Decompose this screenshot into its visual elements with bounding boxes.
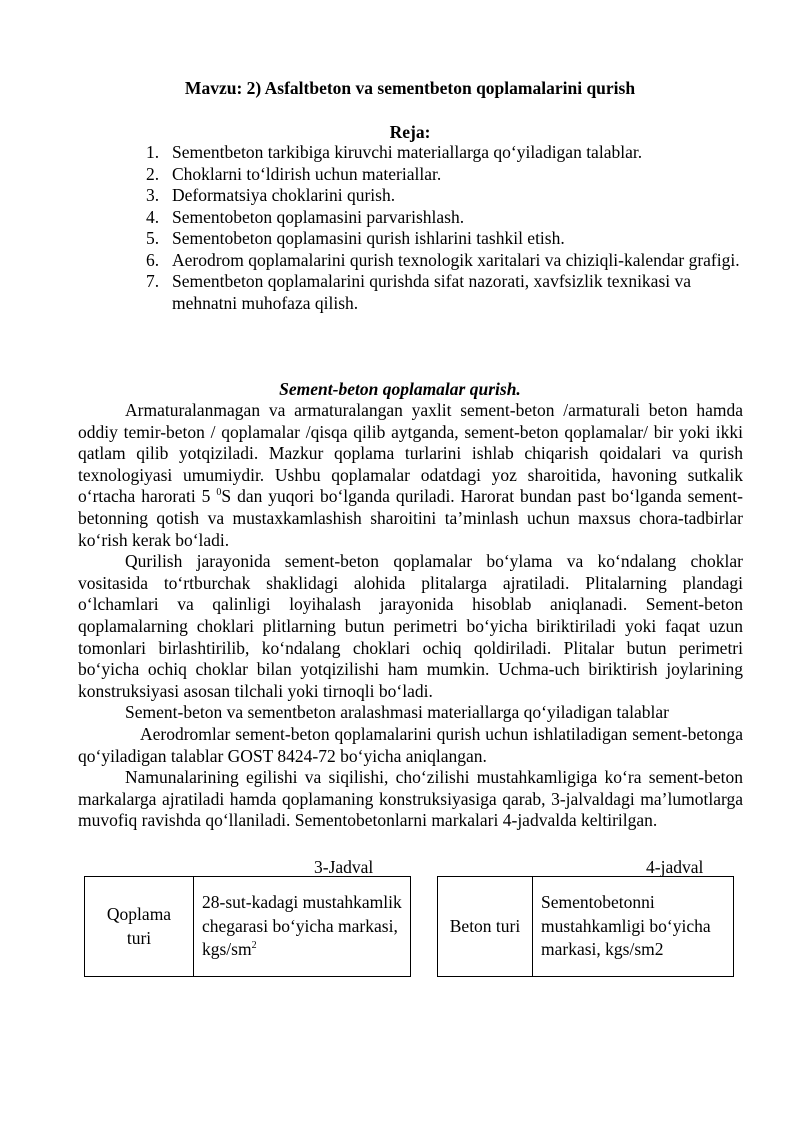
plan-item-text: Deformatsiya choklarini qurish. [172, 185, 396, 205]
section-body [78, 400, 743, 832]
plan-item-number: 4. [146, 206, 160, 227]
plan-item-text: Sementbeton qoplamalarini qurishda sifat nazorati, xavfsizlik texnikasi va mehnatni muhofaza qilish. [172, 271, 692, 313]
paragraph-1-text-a: Armaturalanmagan va armaturalangan yaxlit sement-beton /armaturali beton hamda oddiy temir-beton / qoplamalar /qisqa qilib aytganda, sement-beton qoplamalar/ bir yoki ikki qatlam qilib yotqiziladi. Mazkur qoplama turlarini ishlab chiqarish qoidalari va qurish texnologiyasi umumiydir. Ushbu qoplamalar odatdagi yoz sharoitida, havoning sutkalik o‘rtacha harorati 5 [78, 400, 743, 507]
paragraph-3: Sement-beton va sementbeton aralashmasi materiallarga qo‘yiladigan talablar [125, 702, 669, 723]
plan-list [146, 142, 746, 314]
paragraph-4: Aerodromlar sement-beton qoplamalarini qurish uchun ishlatiladigan sement-betonga qo‘yiladigan talablar GOST 8424-72 bo‘yicha aniqlangan. [78, 723, 743, 766]
paragraph-1 [78, 400, 743, 551]
paragraph-2: Qurilish jarayonida sement-beton qoplamalar bo‘ylama va ko‘ndalang choklar vositasida to‘rtburchak shaklidagi alohida plitalarga ajratiladi. Plitalarning plandagi o‘lchamlari va qalinligi loyihalash jarayonida hisoblab aniqlanadi. Sement-beton qoplamalarning choklari plitlarning butun perimetri bo‘yicha biriktiriladi yoki faqat uzun tomonlari birlashtirilib, ko‘ndalang choklari ochiq qoldiriladi. Plitalar butun perimetri bo‘yicha ochiq choklar bilan yotqizilishi ham mumkin. Uchma-uch biriktirish joylarining konstruksiyasi asosan tilchali yoki tirnoqli bo‘ladi. [78, 551, 743, 701]
plan-item-number: 3. [146, 185, 160, 205]
degree-superscript: 0 [216, 487, 222, 499]
plan-item-text: Aerodrom qoplamalarini qurish texnologik xaritalari va chiziqli-kalendar grafigi. [172, 249, 740, 270]
plan-item [146, 207, 746, 229]
plan-item [146, 142, 746, 164]
plan-item-text: Choklarni to‘ldirish uchun materiallar. [172, 163, 442, 184]
plan-item-number: 1. [146, 142, 160, 162]
plan-heading: Reja: [389, 122, 431, 142]
table-3-header-type: Qoplama turi [85, 877, 194, 977]
paragraph-1-text-b: S dan yuqori bo‘lganda quriladi. Harorat bundan past bo‘lganda sement-betonning qotish va mustaxkamlashish sharoitini ta’minlash uchun maxsus chora-tadbirlar ko‘rish kerak bo‘ladi. [78, 486, 743, 550]
plan-item [146, 250, 746, 272]
paragraph-5: Namunalarining egilishi va siqilishi, cho‘zilishi mustahkamligiga ko‘ra sement-beton markalarga ajratiladi hamda qoplamaning konstruksiyasiga qarab, 3-jalvaldagi ma’lumotlarga muvofiq ravishda qo‘llaniladi. Sementobetonlarni markalari 4-jadvalda keltirilgan. [78, 767, 743, 831]
table-row [438, 877, 734, 977]
table-3 [84, 876, 411, 977]
plan-item [146, 271, 746, 314]
table-row [85, 877, 411, 977]
plan-item-text: Sementbeton tarkibiga kiruvchi materiallarga qo‘yiladigan talablar. [172, 142, 643, 162]
table-4-header-type: Beton turi [438, 877, 533, 977]
table-4-caption: 4-jadval [646, 857, 704, 877]
plan-item [146, 228, 746, 250]
plan-item-number: 6. [146, 249, 160, 270]
table-3-caption: 3-Jadval [314, 857, 374, 877]
table-4-header-mark: Sementobetonni mustahkamligi bo‘yicha markasi, kgs/sm2 [533, 877, 734, 977]
plan-item [146, 164, 746, 186]
table-3-header-mark [194, 877, 411, 977]
plan-item-text: Sementobeton qoplamasini parvarishlash. [172, 206, 465, 227]
table-3-header-mark-text: 28-sut-kadagi mustahkamlik chegarasi bo‘yicha markasi, kgs/sm [202, 892, 402, 960]
plan-item-text: Sementobeton qoplamasini qurish ishlarini tashkil etish. [172, 228, 565, 248]
table-4 [437, 876, 734, 977]
plan-item [146, 185, 746, 207]
plan-item-number: 7. [146, 271, 160, 291]
plan-item-number: 5. [146, 228, 160, 248]
section-title: Sement-beton qoplamalar qurish. [279, 379, 521, 399]
unit-superscript: 2 [251, 940, 257, 952]
page-title: Mavzu: 2) Asfaltbeton va sementbeton qoplamalarini qurish [184, 78, 636, 98]
plan-item-number: 2. [146, 163, 160, 184]
